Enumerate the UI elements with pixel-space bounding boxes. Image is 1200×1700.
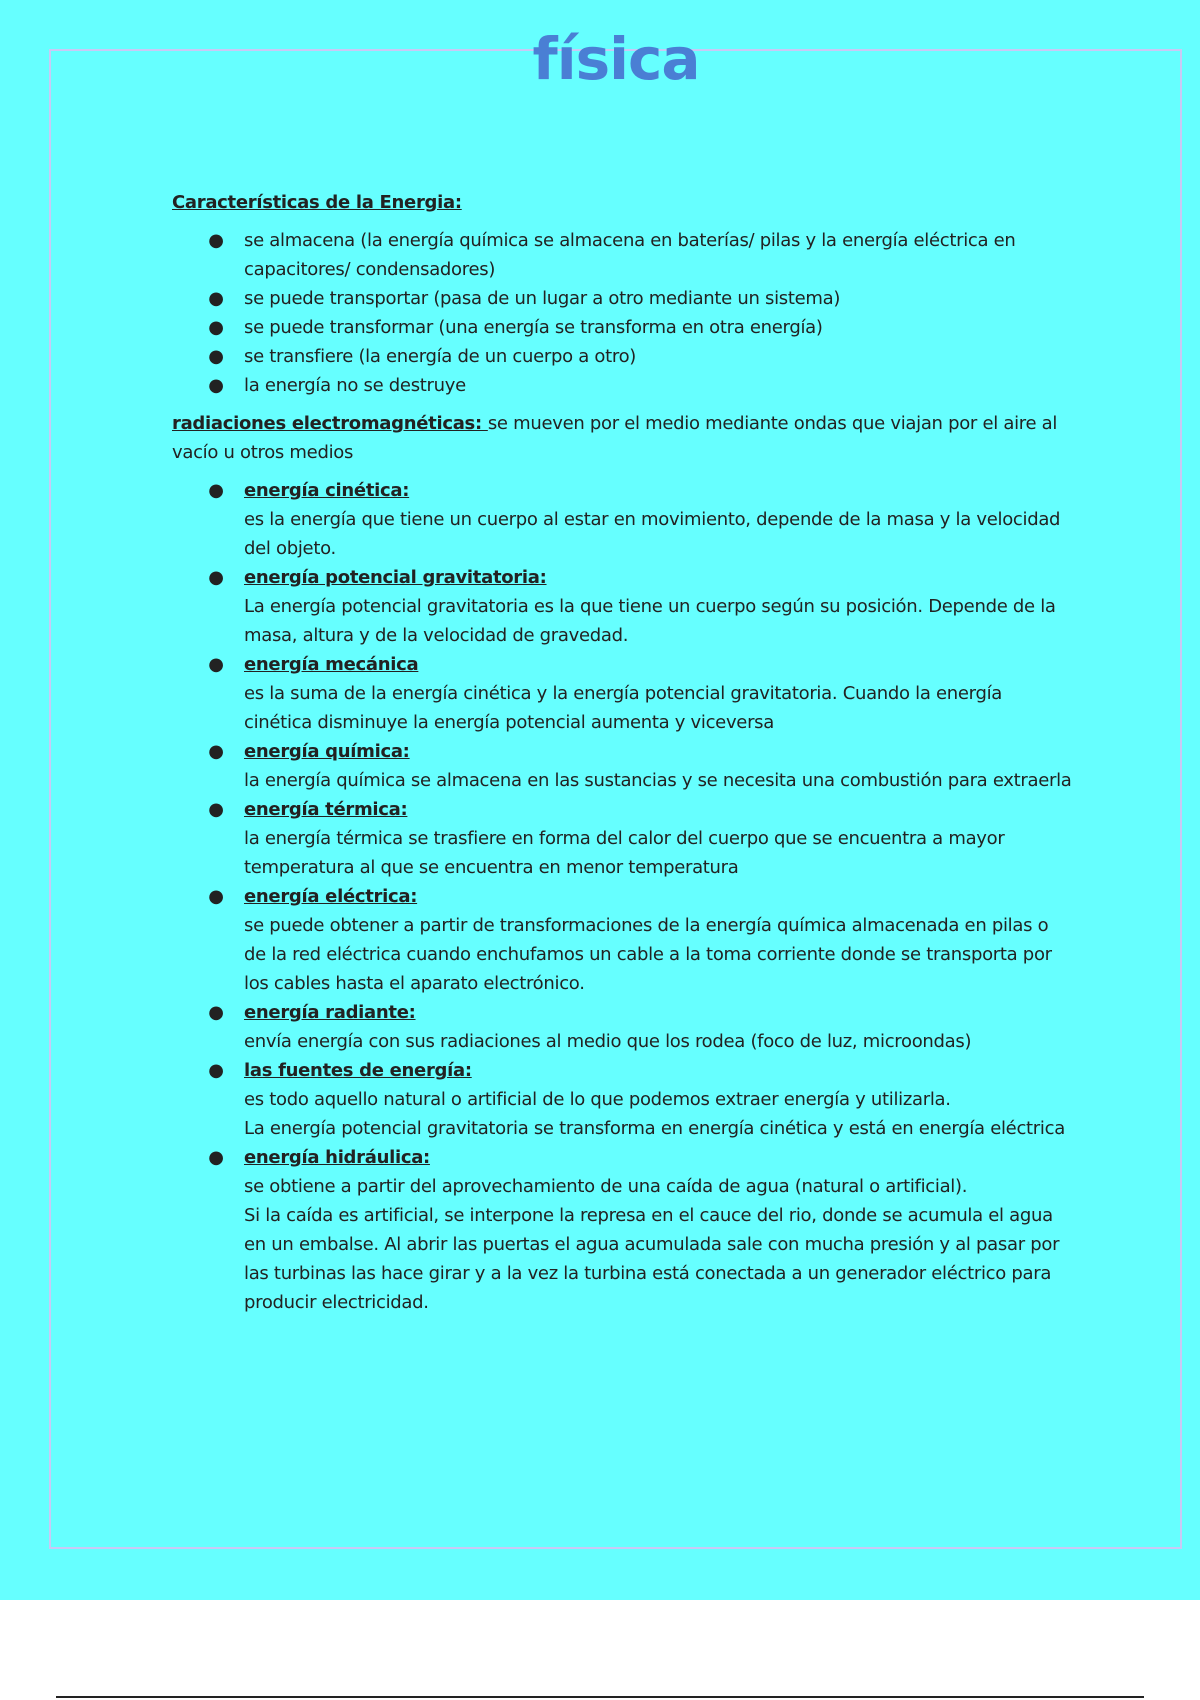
bullet-icon: ● — [208, 1002, 224, 1023]
bullet-icon: ● — [208, 1060, 224, 1081]
bullet-icon: ● — [208, 375, 224, 396]
bullet-icon: ● — [208, 654, 224, 675]
list-item — [172, 226, 1072, 284]
energy-title: energía potencial gravitatoria: — [244, 567, 547, 588]
radiation-text: se mueven por el medio mediante ondas que viajan por el aire al vacío u otros medios — [172, 413, 1058, 463]
list-item-text: la energía no se destruye — [244, 375, 466, 396]
energy-title: energía térmica: — [244, 799, 408, 820]
energy-title: energía radiante: — [244, 1002, 416, 1023]
energy-item-thermal — [172, 795, 1072, 882]
list-item-text: se almacena (la energía química se almacena en baterías/ pilas y la energía eléctrica en capacitores/ condensadores) — [244, 230, 1016, 280]
bullet-icon: ● — [208, 799, 224, 820]
footer-divider — [56, 1696, 1144, 1698]
characteristics-heading-block — [172, 188, 1072, 217]
energy-definition: se puede obtener a partir de transformaciones de la energía química almacenada en pilas o de la red eléctrica cuando enchufamos un cable a la toma corriente donde se transporta por los cables hasta el aparato electrónico. — [244, 915, 1052, 994]
energy-definition: la energía térmica se trasfiere en forma del calor del cuerpo que se encuentra a mayor temperatura al que se encuentra en menor temperatura — [244, 828, 1005, 878]
energy-definition: la energía química se almacena en las sustancias y se necesita una combustión para extraerla — [244, 770, 1072, 791]
energy-item-mechanical — [172, 650, 1072, 737]
energy-definition: es la suma de la energía cinética y la energía potencial gravitatoria. Cuando la energía cinética disminuye la energía potencial aumenta y viceversa — [244, 683, 1003, 733]
radiation-heading: radiaciones electromagnéticas: — [172, 413, 488, 434]
energy-definition: es todo aquello natural o artificial de lo que podemos extraer energía y utilizarla. — [244, 1089, 951, 1110]
bullet-icon: ● — [208, 1147, 224, 1168]
energy-item-electric — [172, 882, 1072, 998]
energy-definition: se obtiene a partir del aprovechamiento de una caída de agua (natural o artificial). — [244, 1176, 968, 1197]
energy-item-sources — [172, 1056, 1072, 1143]
energy-definition: La energía potencial gravitatoria es la que tiene un cuerpo según su posición. Depende de la masa, altura y de la velocidad de gravedad. — [244, 596, 1056, 646]
list-item-text: se transfiere (la energía de un cuerpo a otro) — [244, 346, 637, 367]
document-body — [172, 188, 1072, 1326]
bullet-icon: ● — [208, 886, 224, 907]
list-item-text: se puede transportar (pasa de un lugar a otro mediante un sistema) — [244, 288, 841, 309]
energy-item-chemical — [172, 737, 1072, 795]
energy-title: energía química: — [244, 741, 410, 762]
radiation-paragraph — [172, 409, 1072, 467]
energy-title: energía eléctrica: — [244, 886, 418, 907]
characteristics-heading: Características de la Energia: — [172, 192, 462, 213]
list-item — [172, 371, 1072, 400]
list-item-text: se puede transformar (una energía se transforma en otra energía) — [244, 317, 823, 338]
bullet-icon: ● — [208, 567, 224, 588]
bullet-icon: ● — [208, 288, 224, 309]
bullet-icon: ● — [208, 346, 224, 367]
bullet-icon: ● — [208, 480, 224, 501]
energy-definition: envía energía con sus radiaciones al medio que los rodea (foco de luz, microondas) — [244, 1031, 972, 1052]
list-item — [172, 313, 1072, 342]
energy-title: energía cinética: — [244, 480, 410, 501]
characteristics-list — [172, 226, 1072, 400]
energy-types-list — [172, 476, 1072, 1317]
energy-definition-extra: Si la caída es artificial, se interpone la represa en el cauce del rio, donde se acumula el agua en un embalse. Al abrir las puertas el agua acumulada sale con mucha presión y al pasar por las turbinas las hace girar y a la vez la turbina está conectada a un generador eléctrico para producir electricidad. — [244, 1205, 1060, 1313]
list-item — [172, 284, 1072, 313]
energy-item-kinetic — [172, 476, 1072, 563]
list-item — [172, 342, 1072, 371]
energy-item-gravitational — [172, 563, 1072, 650]
energy-item-radiant — [172, 998, 1072, 1056]
page-title: física — [532, 25, 700, 93]
energy-definition: es la energía que tiene un cuerpo al estar en movimiento, depende de la masa y la velocidad del objeto. — [244, 509, 1061, 559]
energy-title: energía hidráulica: — [244, 1147, 430, 1168]
energy-title: energía mecánica — [244, 654, 419, 675]
energy-title: las fuentes de energía: — [244, 1060, 472, 1081]
bullet-icon: ● — [208, 741, 224, 762]
bullet-icon: ● — [208, 230, 224, 251]
bullet-icon: ● — [208, 317, 224, 338]
energy-definition-extra: La energía potencial gravitatoria se transforma en energía cinética y está en energía eléctrica — [244, 1118, 1065, 1139]
energy-item-hydraulic — [172, 1143, 1072, 1317]
